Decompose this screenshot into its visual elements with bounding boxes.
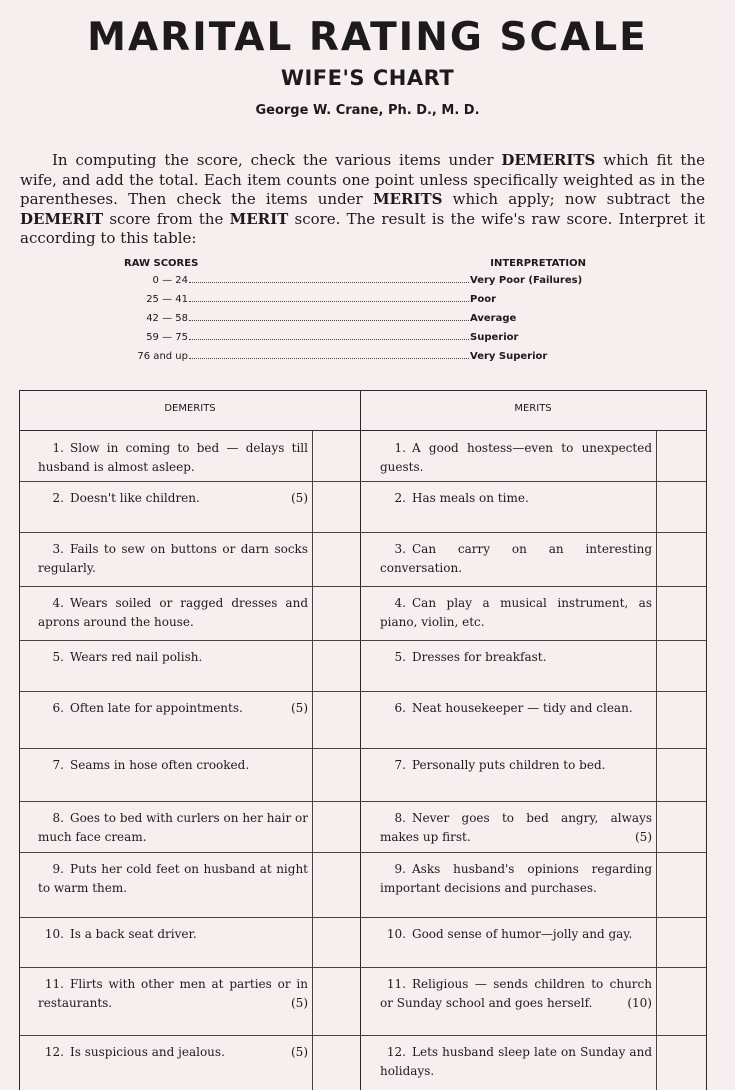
score-interpretation-table	[110, 258, 600, 369]
score-range: 42 — 58	[146, 313, 188, 324]
demerits-header: DEMERITS	[20, 391, 360, 431]
merit-item	[380, 489, 652, 508]
row-divider	[20, 691, 706, 692]
item-number: 2.	[52, 491, 64, 505]
item-number: 8.	[394, 811, 406, 825]
leader-dots	[189, 312, 469, 321]
item-number: 6.	[394, 701, 406, 715]
merits-header: MERITS	[360, 391, 706, 431]
item-text: Religious — sends children to church or Sunday school and goes herself.	[380, 977, 652, 1010]
row-divider	[20, 640, 706, 641]
merit-check-column[interactable]	[656, 431, 657, 1090]
score-interpretation: Very Poor (Failures)	[470, 275, 583, 286]
item-text: Fails to sew on buttons or darn socks regularly.	[38, 542, 308, 575]
demerit-item	[38, 699, 308, 718]
row-divider	[20, 532, 706, 533]
intro-text: In computing the score, check the various items under	[52, 151, 502, 169]
author-line: George W. Crane, Ph. D., M. D.	[255, 103, 480, 118]
score-row	[110, 293, 600, 312]
demerit-item	[38, 975, 308, 1012]
item-number: 1.	[52, 441, 64, 455]
item-text: Wears soiled or ragged dresses and aprons around the house.	[38, 596, 308, 629]
merit-item	[380, 860, 652, 897]
item-number: 3.	[394, 542, 406, 556]
item-number: 7.	[394, 758, 406, 772]
item-text: Asks husband's opinions regarding important decisions and purchases.	[380, 862, 652, 895]
demerit-item	[38, 648, 308, 667]
item-text: A good hostess—even to unexpected guests.	[380, 441, 652, 474]
intro-text: score. The result is the wife's raw score. Interpret it according to this table:	[20, 209, 705, 247]
item-text: Can play a musical instrument, as piano, violin, etc.	[380, 596, 652, 629]
row-divider	[20, 852, 706, 853]
item-text: Dresses for breakfast.	[412, 650, 547, 664]
item-text: Seams in hose often crooked.	[70, 758, 250, 772]
row-divider	[20, 586, 706, 587]
item-number: 2.	[394, 491, 406, 505]
row-divider	[20, 967, 706, 968]
item-number: 11.	[386, 977, 406, 991]
item-number: 6.	[52, 701, 64, 715]
row-divider	[20, 748, 706, 749]
item-weight: (5)	[291, 491, 308, 505]
score-range: 59 — 75	[146, 332, 188, 343]
item-number: 5.	[52, 650, 64, 664]
item-weight: (5)	[291, 1045, 308, 1059]
item-number: 10.	[386, 927, 406, 941]
item-text: Flirts with other men at parties or in restaurants.	[38, 977, 308, 1010]
chart-subtitle: WIFE'S CHART	[280, 66, 455, 90]
demerit-item	[38, 860, 308, 897]
item-text: Good sense of humor—jolly and gay.	[412, 927, 633, 941]
merit-item	[380, 648, 652, 667]
merit-item	[380, 699, 652, 718]
item-text: Can carry on an interesting conversation.	[380, 542, 652, 575]
item-number: 9.	[394, 862, 406, 876]
item-number: 4.	[394, 596, 406, 610]
score-row	[110, 350, 600, 369]
leader-dots	[189, 331, 469, 340]
item-weight: (5)	[291, 995, 308, 1010]
row-divider	[20, 481, 706, 482]
item-text: Never goes to bed angry, always makes up first.	[380, 811, 652, 844]
interpretation-header: INTERPRETATION	[490, 258, 586, 269]
item-text: Lets husband sleep late on Sunday and holidays.	[380, 1045, 652, 1078]
score-range: 25 — 41	[146, 294, 188, 305]
demerit-check-column[interactable]	[312, 431, 313, 1090]
intro-keyword: DEMERITS	[501, 151, 596, 169]
intro-paragraph	[20, 151, 705, 249]
merit-item	[380, 809, 652, 846]
rating-table	[19, 390, 707, 1090]
merit-item	[380, 594, 652, 631]
item-text: Has meals on time.	[412, 491, 529, 505]
item-number: 10.	[44, 927, 64, 941]
demerit-item	[38, 925, 308, 944]
item-text: Personally puts children to bed.	[412, 758, 606, 772]
merit-item	[380, 756, 652, 775]
intro-text: which apply; now subtract the	[442, 190, 705, 208]
score-range: 0 — 24	[152, 275, 188, 286]
item-number: 12.	[386, 1045, 406, 1059]
item-text: Slow in coming to bed — delays till husband is almost asleep.	[38, 441, 308, 474]
item-number: 4.	[52, 596, 64, 610]
item-number: 3.	[52, 542, 64, 556]
demerit-item	[38, 594, 308, 631]
merit-item	[380, 540, 652, 577]
score-interpretation: Poor	[470, 294, 497, 305]
column-divider	[360, 391, 361, 1090]
item-number: 11.	[44, 977, 64, 991]
demerit-item	[38, 540, 308, 577]
intro-keyword: MERIT	[229, 209, 289, 228]
score-row	[110, 312, 600, 331]
item-text: Doesn't like children.	[70, 491, 200, 505]
score-table-header	[110, 258, 600, 274]
intro-text: which fit the wife, and add the total. Each item counts one point unless specifically weighted as in the parentheses. Then check the items under	[20, 151, 705, 208]
demerit-item	[38, 756, 308, 775]
raw-scores-header: RAW SCORES	[124, 258, 199, 269]
row-divider	[20, 801, 706, 802]
item-number: 1.	[394, 441, 406, 455]
merit-item	[380, 439, 652, 476]
intro-keyword: MERITS	[372, 190, 443, 208]
item-text: Neat housekeeper — tidy and clean.	[412, 701, 633, 715]
item-text: Is a back seat driver.	[70, 927, 197, 941]
row-divider	[20, 1035, 706, 1036]
item-number: 9.	[52, 862, 64, 876]
score-interpretation: Superior	[470, 332, 519, 343]
merit-item	[380, 1043, 652, 1080]
demerit-item	[38, 1043, 308, 1062]
demerit-item	[38, 809, 308, 846]
score-interpretation: Very Superior	[470, 351, 548, 362]
intro-text: score from the	[103, 209, 230, 228]
item-text: Puts her cold feet on husband at night to warm them.	[38, 862, 308, 895]
item-weight: (5)	[291, 701, 308, 715]
demerit-item	[38, 489, 308, 508]
merit-item	[380, 975, 652, 1012]
demerit-item	[38, 439, 308, 476]
item-number: 7.	[52, 758, 64, 772]
leader-dots	[189, 293, 469, 302]
item-text: Wears red nail polish.	[70, 650, 203, 664]
item-weight: (5)	[635, 829, 652, 844]
item-number: 12.	[44, 1045, 64, 1059]
item-weight: (10)	[627, 995, 652, 1010]
leader-dots	[189, 350, 469, 359]
item-number: 5.	[394, 650, 406, 664]
item-number: 8.	[52, 811, 64, 825]
row-divider	[20, 917, 706, 918]
merit-item	[380, 925, 652, 944]
score-range: 76 and up	[137, 351, 188, 362]
leader-dots	[189, 274, 469, 283]
item-text: Is suspicious and jealous.	[70, 1045, 225, 1059]
item-text: Often late for appointments.	[70, 701, 243, 715]
item-text: Goes to bed with curlers on her hair or much face cream.	[38, 811, 308, 844]
page-title: MARITAL RATING SCALE	[87, 15, 648, 60]
score-row	[110, 274, 600, 293]
score-interpretation: Average	[470, 313, 517, 324]
score-row	[110, 331, 600, 350]
intro-keyword: DEMERIT	[20, 209, 104, 228]
